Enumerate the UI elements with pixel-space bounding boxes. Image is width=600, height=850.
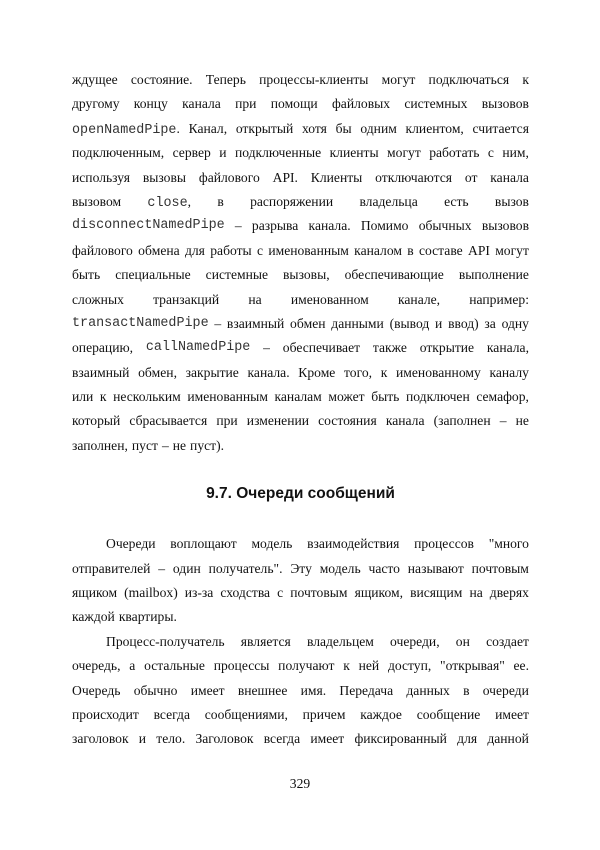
word: с [277, 585, 284, 601]
word: состояние. [130, 72, 193, 87]
word: на [469, 585, 483, 601]
text-line [72, 385, 529, 409]
word: и [138, 731, 147, 747]
word: Эту [290, 560, 312, 576]
word: ним, [502, 145, 529, 161]
word: Процесс-получатель [106, 633, 225, 649]
word: в [407, 242, 414, 258]
word: сбрасывается [129, 413, 208, 429]
word: одну [501, 315, 529, 331]
word: составе [418, 242, 463, 258]
word: (заполнен [433, 413, 491, 429]
text-line [72, 68, 529, 92]
word: обмен [290, 315, 326, 331]
word: каждой [72, 609, 115, 625]
text-line [72, 263, 529, 287]
word: вызовы [142, 169, 187, 185]
word: Теперь [205, 72, 246, 87]
word: системных [404, 96, 468, 112]
word: к [343, 658, 350, 674]
word: (mailbox) [124, 585, 178, 601]
word: он [455, 633, 470, 649]
word: с [256, 242, 264, 258]
code-with-punctuation [147, 190, 191, 214]
word: называют [407, 560, 464, 576]
word: данной [487, 731, 529, 747]
word: из-за [184, 585, 214, 601]
word: получают [278, 658, 335, 674]
text-line [72, 581, 529, 605]
word: один [172, 560, 201, 576]
word: пуст). [190, 437, 225, 453]
word: – [263, 340, 270, 356]
word: причем [302, 706, 346, 722]
word: имеет [310, 731, 345, 747]
word: – [214, 315, 222, 331]
word: для [184, 242, 205, 258]
word: подключенные [234, 145, 322, 161]
word: каждое [360, 706, 402, 722]
word: воплощают [170, 536, 237, 552]
word: , [187, 193, 192, 209]
text-line [72, 288, 529, 312]
code-identifier: disconnectNamedPipe [72, 218, 225, 234]
word: подключенным, [72, 145, 165, 161]
word: также [372, 340, 407, 356]
word: отключаются [375, 169, 452, 185]
word: состояния [318, 413, 377, 429]
word: Очередь [72, 682, 121, 698]
word: "открывая" [440, 658, 505, 674]
word: концу [133, 96, 168, 112]
word: владельца [359, 193, 418, 209]
word: доступ, [387, 658, 432, 674]
word: файлового [198, 169, 260, 185]
word: с [487, 145, 494, 161]
word: тело. [156, 731, 186, 747]
word: а [129, 658, 136, 674]
code-with-punctuation [72, 117, 180, 141]
word: не [515, 413, 529, 429]
text-line [72, 605, 529, 629]
word: могут [387, 145, 421, 161]
word: процессы [213, 658, 270, 674]
word: сообщениями, [204, 706, 288, 722]
word: создает [486, 633, 529, 649]
text-line [72, 630, 529, 654]
word: файлового [72, 242, 133, 258]
word: ввод) [448, 315, 479, 331]
word: помощи [270, 96, 318, 112]
word: файловых [332, 96, 391, 112]
word: в [217, 193, 224, 209]
word: Клиенты [310, 169, 363, 185]
word: взаимный [226, 315, 285, 331]
word: Передача [339, 682, 394, 698]
word: пуст [131, 437, 158, 453]
word: модель [251, 536, 293, 552]
code-identifier: transactNamedPipe [72, 315, 209, 331]
word: имеет [495, 706, 529, 722]
word: вызовов [481, 96, 529, 112]
word: – [234, 218, 242, 234]
word: каналом [354, 242, 402, 258]
word: канала [182, 96, 221, 112]
word: за [484, 315, 496, 331]
word: быть [371, 389, 400, 405]
word: каналу [489, 364, 529, 380]
word: системные [205, 267, 269, 283]
word: открытие [419, 340, 475, 356]
text-line [72, 141, 529, 165]
word: работать [429, 145, 480, 161]
word: Помимо [360, 218, 409, 234]
word: транзакций [153, 291, 220, 307]
word: обеспечивает [282, 340, 361, 356]
word: и [219, 145, 227, 161]
word: к [380, 364, 388, 380]
word: Кроме [298, 364, 336, 380]
word: ящиком, [354, 585, 404, 601]
word: обмена [138, 242, 180, 258]
word: другому [72, 96, 120, 112]
word: очередь, [72, 658, 121, 674]
word: который [72, 413, 121, 429]
word: ее. [513, 658, 529, 674]
word: ждущее [72, 72, 118, 87]
word: быть [72, 267, 101, 283]
word: Очереди [106, 536, 156, 552]
word: канале, [398, 291, 441, 307]
word: разрыва [251, 218, 299, 234]
word: взаимодействия [307, 536, 400, 552]
text-line [72, 654, 529, 678]
word: взаимный [72, 364, 130, 380]
word: каналам [274, 389, 322, 405]
word: сообщение [416, 706, 481, 722]
word: одним [360, 120, 397, 136]
page-body [72, 68, 529, 752]
word: есть [444, 193, 469, 209]
word: обмен, [138, 364, 177, 380]
text-line [72, 727, 529, 751]
word: или [72, 389, 94, 405]
word: специальные [115, 267, 191, 283]
word: Канал, [188, 120, 228, 136]
text-line [72, 92, 529, 116]
word: например: [469, 291, 529, 307]
word: получатель". [208, 560, 283, 576]
word: очереди, [390, 633, 440, 649]
word: процессов [414, 536, 474, 552]
word: вызовом [72, 193, 122, 209]
word: изменении [246, 413, 310, 429]
code-identifier: openNamedPipe [72, 122, 177, 138]
text-line [72, 703, 529, 727]
word: для [457, 731, 478, 747]
text-line [72, 214, 529, 238]
word: API. [272, 169, 298, 185]
word: – [499, 413, 507, 429]
text-line [72, 557, 529, 581]
word: работы [210, 242, 252, 258]
word: процессы-клиенты [259, 72, 369, 87]
word: могут [495, 242, 529, 258]
word: открытый [235, 120, 294, 136]
word: операцию, [72, 340, 134, 356]
text-line [72, 409, 529, 433]
word: к [522, 72, 529, 87]
word: нескольким [113, 389, 181, 405]
word: модель [319, 560, 361, 576]
word: на [248, 291, 262, 307]
word: бы [335, 120, 352, 136]
text-line [72, 679, 529, 703]
word: всегда [263, 731, 301, 747]
word: висящим [410, 585, 463, 601]
word: очереди [482, 682, 529, 698]
word: считается [472, 120, 529, 136]
word: данных [406, 682, 450, 698]
word: именованным [268, 242, 349, 258]
word: клиентом, [405, 120, 464, 136]
word: дверях [489, 585, 529, 601]
word: того, [344, 364, 373, 380]
text-line [72, 361, 529, 385]
word: клиенты [329, 145, 379, 161]
word: вызовы, [283, 267, 330, 283]
word: . [176, 120, 180, 136]
word: имя. [300, 682, 327, 698]
word: API [468, 242, 490, 258]
code-identifier: callNamedPipe [145, 340, 251, 356]
word: фиксированный [354, 731, 447, 747]
word: сервер [172, 145, 211, 161]
word: распоряжении [250, 193, 334, 209]
text-line [72, 117, 529, 141]
word: может [328, 389, 365, 405]
word: используя [72, 169, 130, 185]
paragraph-message-queues [72, 532, 529, 630]
text-line [72, 166, 529, 190]
word: именованным [187, 389, 268, 405]
word: к [99, 389, 107, 405]
word: квартиры. [118, 609, 177, 625]
word: в [463, 682, 470, 698]
word: (вывод [389, 315, 430, 331]
word: семафор, [476, 389, 529, 405]
word: могут [381, 72, 416, 87]
word: почтовым [471, 560, 529, 576]
word: остальные [144, 658, 205, 674]
text-line [72, 336, 529, 360]
code-identifier: close [147, 195, 188, 211]
paragraph-queue-owner [72, 630, 529, 752]
word: и [435, 315, 443, 331]
word: вызов [494, 193, 529, 209]
word: внешнее [237, 682, 288, 698]
word: от [464, 169, 478, 185]
word: при [235, 96, 257, 112]
text-line [72, 434, 529, 458]
word: заголовок [72, 731, 129, 747]
word: хотя [301, 120, 327, 136]
text-line [72, 312, 529, 336]
word: именованном [290, 291, 369, 307]
word: подключаться [428, 72, 510, 87]
word: канала [490, 169, 529, 185]
word: подключен [405, 389, 470, 405]
word: закрытие [185, 364, 239, 380]
word: канала, [486, 340, 529, 356]
word: часто [368, 560, 400, 576]
word: Заголовок [195, 731, 254, 747]
word: обеспечивающие [344, 267, 444, 283]
word: имеет [190, 682, 225, 698]
word: обычно [133, 682, 178, 698]
word: сложных [72, 291, 124, 307]
text-line [72, 239, 529, 263]
text-line [72, 190, 529, 214]
word: – [161, 437, 169, 453]
word: обычных [418, 218, 472, 234]
word: является [240, 633, 291, 649]
word: данными [331, 315, 384, 331]
page-number: 329 [289, 776, 311, 791]
word: канала. [247, 364, 290, 380]
word: почтовым [290, 585, 348, 601]
word: канала. [308, 218, 351, 234]
word: канала [385, 413, 425, 429]
paragraph-named-pipes [72, 68, 529, 458]
word: всегда [153, 706, 190, 722]
word: при [216, 413, 238, 429]
word: владельцем [306, 633, 374, 649]
word: отправителей [72, 560, 151, 576]
word: именованному [396, 364, 481, 380]
word: не [172, 437, 187, 453]
word: происходит [72, 706, 139, 722]
section-heading: 9.7. Очереди сообщений [206, 485, 395, 503]
word: вызовов [481, 218, 529, 234]
word: "много [488, 536, 529, 552]
word: заполнен, [72, 437, 128, 453]
word: сходства [220, 585, 271, 601]
word: ящиком [72, 585, 118, 601]
word: ней [358, 658, 380, 674]
word: – [158, 560, 166, 576]
word: выполнение [458, 267, 529, 283]
text-line [72, 532, 529, 556]
